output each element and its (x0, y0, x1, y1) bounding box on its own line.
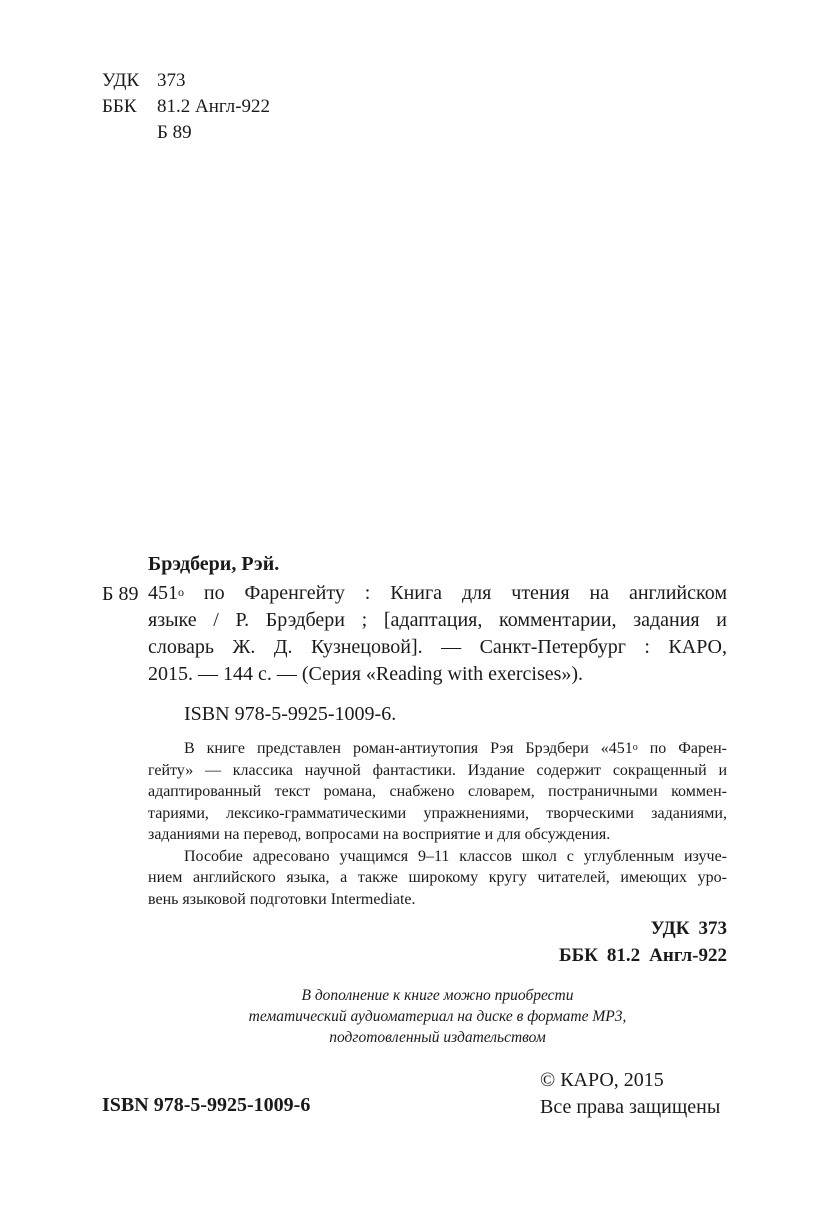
rights-reserved: Все права защищены (540, 1096, 721, 1118)
classification-codes (102, 68, 270, 146)
cutter-mark: Б 89 (102, 583, 139, 605)
audio-note (148, 985, 727, 1048)
bib-line-4: 2015. — 144 с. — (Серия «Reading with exercises»). (148, 663, 584, 685)
bbk-footer-label: ББК (559, 945, 598, 966)
classification-codes-footer (559, 915, 727, 969)
bbk-value: 81.2 Англ-922 (157, 96, 271, 117)
bib-line-3: словарь Ж. Д. Кузнецовой]. — Санкт-Петербург : КАРО, (148, 636, 727, 658)
bbk-footer-row (559, 942, 727, 969)
bbk-label: ББК (102, 96, 137, 117)
udk-label: УДК (102, 70, 140, 91)
udk-footer-value: 373 (698, 918, 727, 939)
footer-isbn: ISBN 978-5-9925-1009-6 (102, 1094, 311, 1116)
bib-line-2: языке / Р. Брэдбери ; [адаптация, комментарии, задания и (148, 609, 727, 631)
bbk-row (102, 94, 270, 120)
annot-p2-line-1: Пособие адресовано учащимся 9–11 классов школ с углубленным изуче- (184, 847, 727, 865)
annotation (148, 738, 727, 910)
annot-p1-line-5: заданиями на перевод, вопросами на восприятие и для обсуждения. (148, 826, 611, 843)
udk-row (102, 68, 270, 94)
annot-p1-line-4: тариями, лексико-грамматическими упражнениями, творческими заданиями, (148, 804, 727, 822)
bib-isbn: ISBN 978-5-9925-1009-6. (184, 703, 397, 725)
audio-note-line-1: В дополнение к книге можно приобрести (301, 987, 574, 1004)
degree-mark: o (178, 585, 184, 599)
annot-p1-line-1 (148, 738, 727, 760)
annot-p1-line-3: адаптированный текст романа, снабжено словарем, постраничными коммен- (148, 783, 727, 800)
bib-line-1-pre: 451 (148, 582, 178, 604)
bibliographic-record (148, 580, 727, 688)
author-mark: Б 89 (157, 122, 192, 143)
udk-footer-row (559, 915, 727, 942)
udk-value: 373 (157, 70, 186, 91)
udk-footer-label: УДК (650, 918, 690, 939)
copyright-block (540, 1067, 720, 1121)
copyright: © КАРО, 2015 (540, 1069, 664, 1091)
annot-p1-line-1-pre: В книге представлен роман-антиутопия Рэя Брэдбери «451 (184, 740, 633, 757)
annot-p1-line-1-post: по Фарен- (637, 740, 728, 757)
annot-p2-line-3: вень языковой подготовки Intermediate. (148, 890, 416, 908)
annot-p2-line-2: нием английского языка, а также широкому кругу читателей, имеющих уро- (148, 869, 727, 886)
bbk-footer-value2: Англ-922 (649, 945, 727, 966)
bib-line-1 (148, 580, 727, 607)
audio-note-line-3: подготовленный издательством (329, 1029, 546, 1046)
bib-line-1-post: по Фаренгейту : Книга для чтения на английском (184, 582, 727, 604)
annot-p1-line-2: гейту» — классика научной фантастики. Издание содержит сокращенный и (148, 761, 727, 779)
book-author: Брэдбери, Рэй. (148, 553, 280, 575)
degree-mark: o (632, 742, 638, 753)
audio-note-line-2: тематический аудиоматериал на диске в формате MP3, (248, 1008, 627, 1025)
bbk-footer-value1: 81.2 (606, 945, 641, 966)
